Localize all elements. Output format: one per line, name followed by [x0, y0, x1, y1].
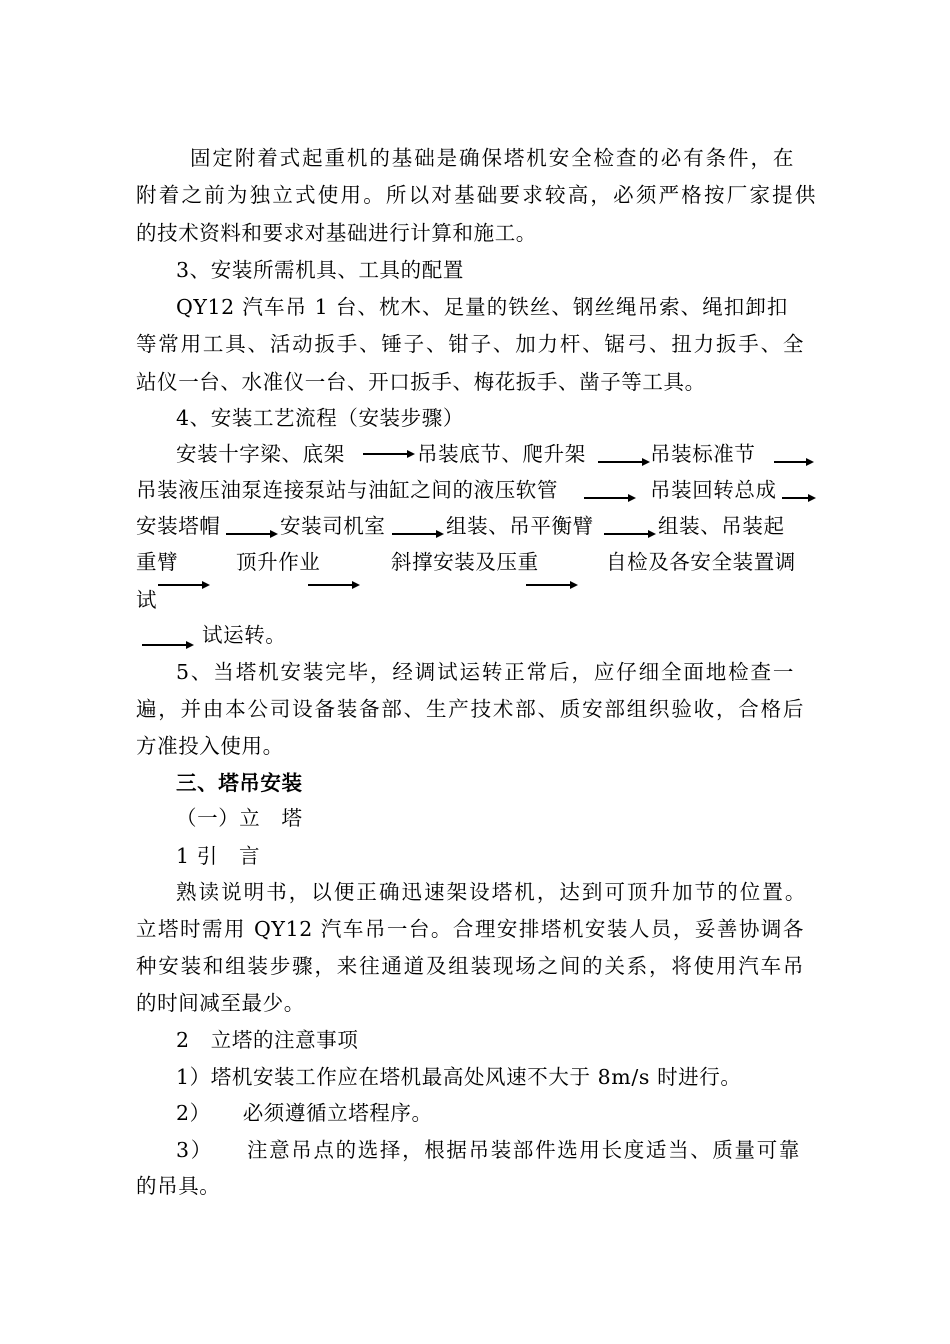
- rule-item: 2） 必须遵循立塔程序。: [176, 1101, 433, 1125]
- flow-step: 组装、吊平衡臂: [446, 514, 594, 538]
- flow-step: 安装塔帽: [136, 514, 221, 538]
- text-line: 立塔时需用 QY12 汽车吊一台。合理安排塔机安装人员，妥善协调各: [136, 917, 804, 941]
- arrow-right-icon: [142, 640, 194, 650]
- arrow-right-icon: [226, 529, 278, 539]
- arrow-right-icon: [158, 580, 210, 590]
- flow-step: 吊装液压油泵连接泵站与油缸之间的液压软管: [136, 478, 558, 502]
- flow-step: 斜撑安装及压重: [391, 550, 539, 574]
- arrow-right-icon: [308, 580, 360, 590]
- text-line: 等常用工具、活动扳手、锤子、钳子、加力杆、锯弓、扭力扳手、全: [136, 332, 804, 356]
- process-flow-line: [136, 549, 816, 575]
- arrow-right-icon: [782, 493, 816, 503]
- process-flow-line: [136, 587, 816, 613]
- process-flow-line: [136, 622, 816, 648]
- text-line: QY12 汽车吊 1 台、枕木、足量的铁丝、钢丝绳吊索、绳扣卸扣: [176, 295, 788, 319]
- text-line: 的吊具。: [136, 1174, 221, 1198]
- subsection-heading: 2 立塔的注意事项: [176, 1028, 359, 1052]
- text-line: 的技术资料和要求对基础进行计算和施工。: [136, 221, 537, 245]
- arrow-right-icon: [392, 529, 444, 539]
- rule-item: 1）塔机安装工作应在塔机最高处风速不大于 8m/s 时进行。: [176, 1065, 742, 1089]
- arrow-right-icon: [598, 457, 650, 467]
- text-line: 的时间减至最少。: [136, 991, 305, 1015]
- subsection-heading: 1 引 言: [176, 844, 261, 868]
- process-flow-line: [136, 513, 816, 539]
- text-line: 5、当塔机安装完毕，经调试运转正常后，应仔细全面地检查一: [176, 660, 794, 684]
- flow-step: 自检及各安全装置调: [606, 550, 796, 574]
- flow-step: 顶升作业: [236, 550, 321, 574]
- text-line: 遍，并由本公司设备装备部、生产技术部、质安部组织验收，合格后: [136, 697, 804, 721]
- arrow-right-icon: [774, 457, 814, 467]
- text-line: 种安装和组装步骤，来往通道及组装现场之间的关系，将使用汽车吊: [136, 954, 804, 978]
- arrow-right-icon: [363, 449, 415, 459]
- flow-step: 试运转。: [202, 623, 287, 647]
- flow-step: 吊装标准节: [650, 442, 756, 466]
- rule-item: 3） 注意吊点的选择，根据吊装部件选用长度适当、质量可靠: [176, 1138, 800, 1162]
- flow-step: 安装司机室: [280, 514, 386, 538]
- arrow-right-icon: [526, 580, 578, 590]
- text-line: 固定附着式起重机的基础是确保塔机安全检查的必有条件，在: [190, 146, 794, 170]
- section-title: 三、塔吊安装: [176, 771, 303, 795]
- text-line: 熟读说明书，以便正确迅速架设塔机，达到可顶升加节的位置。: [176, 880, 806, 904]
- arrow-right-icon: [584, 493, 636, 503]
- subsection-heading: （一）立 塔: [176, 806, 303, 830]
- text-line: 方准投入使用。: [136, 734, 284, 758]
- flow-step: 吊装回转总成: [650, 478, 777, 502]
- process-flow-line: [136, 477, 816, 503]
- flow-step: 吊装底节、爬升架: [417, 442, 586, 466]
- flow-step: 安装十字梁、底架: [176, 442, 345, 466]
- flow-step: 重臂: [136, 550, 179, 574]
- text-line: 附着之前为独立式使用。所以对基础要求较高，必须严格按厂家提供: [136, 183, 816, 207]
- arrow-right-icon: [604, 529, 656, 539]
- section-heading: 3、安装所需机具、工具的配置: [176, 258, 464, 282]
- flow-step: 试: [136, 588, 158, 612]
- section-heading: 4、安装工艺流程（安装步骤）: [176, 406, 464, 430]
- flow-step: 组装、吊装起: [658, 514, 785, 538]
- process-flow-line: [176, 441, 856, 467]
- text-line: 站仪一台、水准仪一台、开口扳手、梅花扳手、凿子等工具。: [136, 370, 706, 394]
